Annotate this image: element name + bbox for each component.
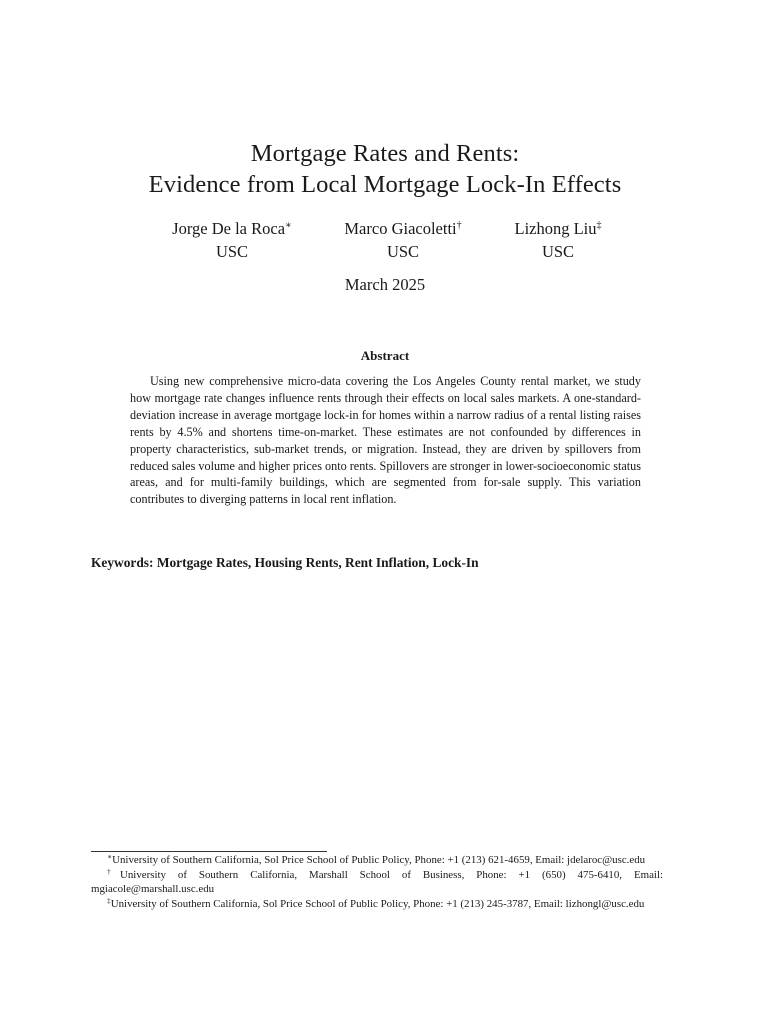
author-1-name: Jorge De la Roca: [172, 219, 286, 238]
author-2: [330, 217, 476, 263]
author-3: [496, 217, 620, 263]
abstract-heading: Abstract: [360, 348, 410, 363]
footnote-3-mark: ‡: [107, 895, 111, 905]
publication-date: March 2025: [344, 275, 426, 294]
abstract-text: Using new comprehensive micro-data covering the Los Angeles County rental market, we study how mortgage rate changes influence rents through their effects on local sales markets. A one-standard-deviation increase in average mortgage lock-in for homes within a narrow radius of a rental listing raises rents by 4.5% and shortens time-on-market. These estimates are not confounded by differences in property characteristics, sub-market trends, or migration. Instead, they are driven by spillovers from reduced sales volume and higher prices onto rents. Spillovers are stronger in lower-socioeconomic status areas, and for multi-family buildings, which are segmented from for-sale supply. This variation contributes to diverging patterns in local rent inflation.: [130, 374, 641, 507]
footnote-divider: [91, 851, 327, 852]
footnote-2-text: University of Southern California, Marshall School of Business, Phone: +1 (650) 475-6410, Email: mgiacole@marshall.usc.edu: [91, 868, 664, 896]
footnote-2: [91, 868, 663, 897]
author-3-affiliation: USC: [541, 242, 575, 261]
paper-title: [0, 138, 770, 200]
footnote-1-text: University of Southern California, Sol Price School of Public Policy, Phone: +1 (213) 621-4659, Email: jdelaroc@usc.edu: [112, 854, 646, 866]
footnote-3: [91, 897, 663, 912]
footnote-2-mark: †: [107, 866, 120, 876]
footnote-3-text: University of Southern California, Sol Price School of Public Policy, Phone: +1 (213) 245-3787, Email: lizhongl@usc.edu: [110, 897, 645, 910]
author-1-affiliation: USC: [215, 242, 249, 261]
title-line-2: Evidence from Local Mortgage Lock-In Effects: [148, 171, 622, 198]
author-2-name: Marco Giacoletti: [344, 219, 457, 238]
author-2-affiliation: USC: [386, 242, 420, 261]
author-1: [150, 217, 314, 263]
author-3-mark: ‡: [596, 220, 602, 231]
title-line-1: Mortgage Rates and Rents:: [250, 140, 520, 167]
footnote-1: [91, 853, 663, 868]
footnotes: [91, 853, 663, 911]
keywords: Keywords: Mortgage Rates, Housing Rents, Rent Inflation, Lock-In: [91, 555, 479, 570]
author-2-mark: †: [456, 220, 462, 231]
author-3-name: Lizhong Liu: [514, 219, 597, 238]
footnote-1-mark: ∗: [107, 852, 113, 861]
author-1-mark: ∗: [285, 220, 292, 231]
